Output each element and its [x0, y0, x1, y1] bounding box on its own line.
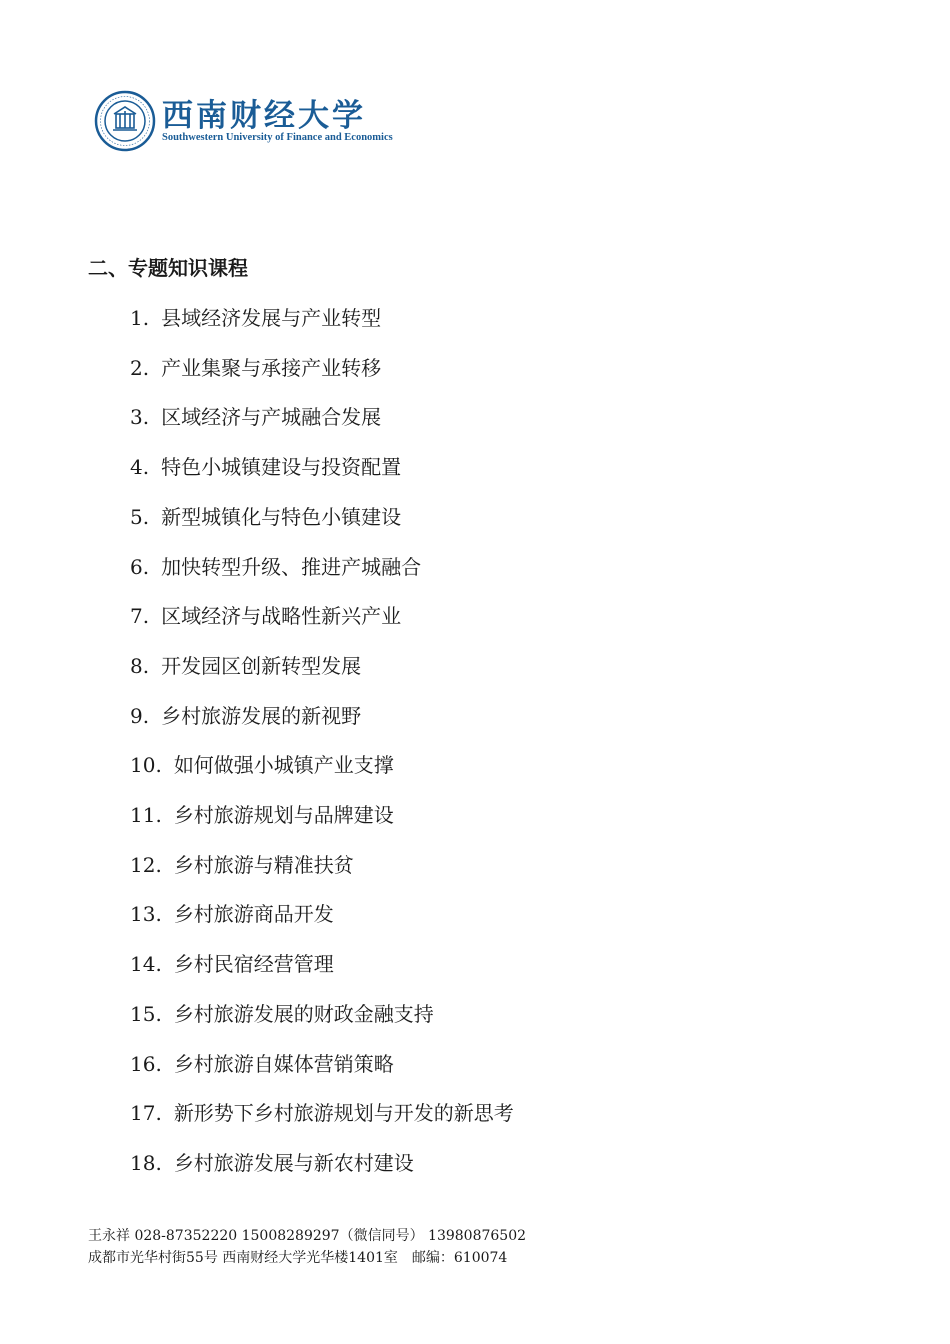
- footer-contact: 王永祥 028-87352220 15008289297（微信同号） 13980876502: [88, 1228, 527, 1244]
- course-number: 15.: [130, 1001, 162, 1026]
- course-name: 乡村旅游与精准扶贫: [173, 852, 354, 877]
- course-number: 1.: [130, 306, 150, 330]
- course-name: 开发园区创新转型发展: [161, 653, 362, 678]
- course-number: 17.: [130, 1101, 162, 1126]
- course-name: 加快转型升级、推进产城融合: [161, 554, 422, 579]
- course-number: 3.: [130, 405, 150, 430]
- course-number: 6.: [130, 554, 150, 579]
- course-item: [130, 749, 394, 779]
- course-name: 乡村旅游商品开发: [173, 902, 334, 927]
- course-number: 2.: [130, 355, 150, 380]
- footer-address: 成都市光华村街55号 西南财经大学光华楼1401室 邮编：610074: [88, 1250, 508, 1266]
- course-name: 乡村旅游发展的财政金融支持: [173, 1001, 434, 1026]
- course-number: 8.: [130, 653, 150, 678]
- course-item: [130, 600, 401, 630]
- course-number: 7.: [130, 604, 150, 629]
- course-item: [130, 700, 361, 730]
- course-number: 4.: [130, 455, 150, 480]
- course-number: 14.: [130, 952, 162, 977]
- course-item: [130, 352, 381, 382]
- university-name-cn: 西南财经大学: [162, 98, 366, 134]
- course-item: [130, 451, 401, 481]
- course-name: 乡村旅游发展与新农村建设: [173, 1150, 414, 1175]
- course-name: 乡村旅游发展的新视野: [161, 703, 362, 728]
- course-item: [130, 1097, 514, 1127]
- course-number: 18.: [130, 1150, 162, 1175]
- course-item: [130, 650, 361, 680]
- course-item: [130, 302, 381, 332]
- section-title: 二、专题知识课程: [88, 256, 248, 280]
- course-item: [130, 1048, 394, 1078]
- course-item: [130, 1147, 414, 1177]
- course-item: [130, 898, 334, 928]
- course-item: [130, 401, 381, 431]
- course-name: 如何做强小城镇产业支撑: [173, 753, 394, 778]
- course-name: 乡村民宿经营管理: [173, 952, 334, 977]
- course-item: [130, 948, 334, 978]
- university-logo: [94, 90, 424, 152]
- course-item: [130, 998, 434, 1028]
- course-number: 11.: [130, 803, 162, 827]
- university-emblem-icon: [94, 90, 156, 152]
- course-number: 13.: [130, 902, 162, 927]
- course-number: 16.: [130, 1051, 162, 1076]
- course-item: [130, 551, 421, 581]
- course-name: 乡村旅游自媒体营销策略: [173, 1051, 394, 1076]
- course-number: 9.: [130, 703, 150, 728]
- course-number: 12.: [130, 852, 162, 877]
- course-name: 新形势下乡村旅游规划与开发的新思考: [173, 1101, 514, 1126]
- course-item: [130, 849, 354, 879]
- university-name-en: Southwestern University of Finance and Economics: [162, 132, 393, 143]
- course-item: [130, 501, 401, 531]
- course-number: 10.: [130, 753, 162, 778]
- course-name: 区域经济与产城融合发展: [161, 405, 382, 430]
- course-name: 特色小城镇建设与投资配置: [161, 455, 402, 480]
- course-number: 5.: [130, 504, 150, 529]
- course-name: 区域经济与战略性新兴产业: [161, 604, 402, 629]
- course-item: [130, 799, 394, 829]
- course-name: 县域经济发展与产业转型: [161, 306, 382, 330]
- course-name: 新型城镇化与特色小镇建设: [161, 504, 402, 529]
- course-name: 乡村旅游规划与品牌建设: [173, 803, 394, 827]
- course-name: 产业集聚与承接产业转移: [161, 355, 382, 380]
